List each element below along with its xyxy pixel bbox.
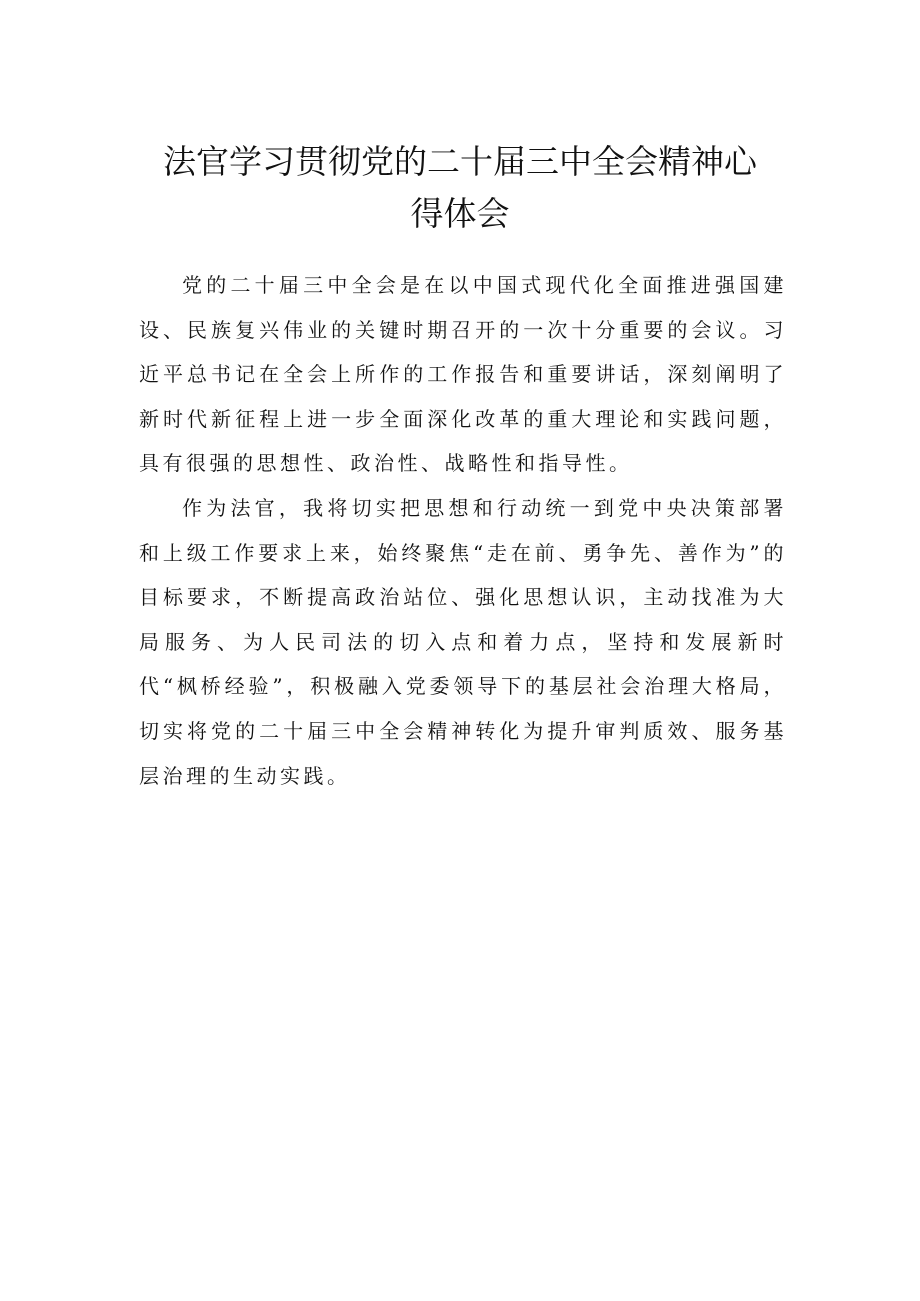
title-line-1: 法官学习贯彻党的二十届三中全会精神心 (163, 142, 757, 181)
title-line-2: 得体会 (410, 194, 510, 233)
paragraph-2: 作为法官，我将切实把思想和行动统一到党中央决策部署和上级工作要求上来，始终聚焦“走在前、勇争先、善作为”的目标要求，不断提高政治站位、强化思想认识，主动找准为大局服务、为人民司法的切入点和着力点，坚持和发展新时代“枫桥经验”，积极融入党委领导下的基层社会治理大格局，切实将党的二十届三中全会精神转化为提升审判质效、服务基层治理的生动实践。 (139, 495, 787, 788)
document-title (0, 136, 920, 240)
paragraph-1: 党的二十届三中全会是在以中国式现代化全面推进强国建设、民族复兴伟业的关键时期召开的一次十分重要的会议。习近平总书记在全会上所作的工作报告和重要讲话，深刻阐明了新时代新征程上进一步全面深化改革的重大理论和实践问题，具有很强的思想性、政治性、战略性和指导性。 (139, 273, 787, 476)
document-body (139, 263, 787, 798)
